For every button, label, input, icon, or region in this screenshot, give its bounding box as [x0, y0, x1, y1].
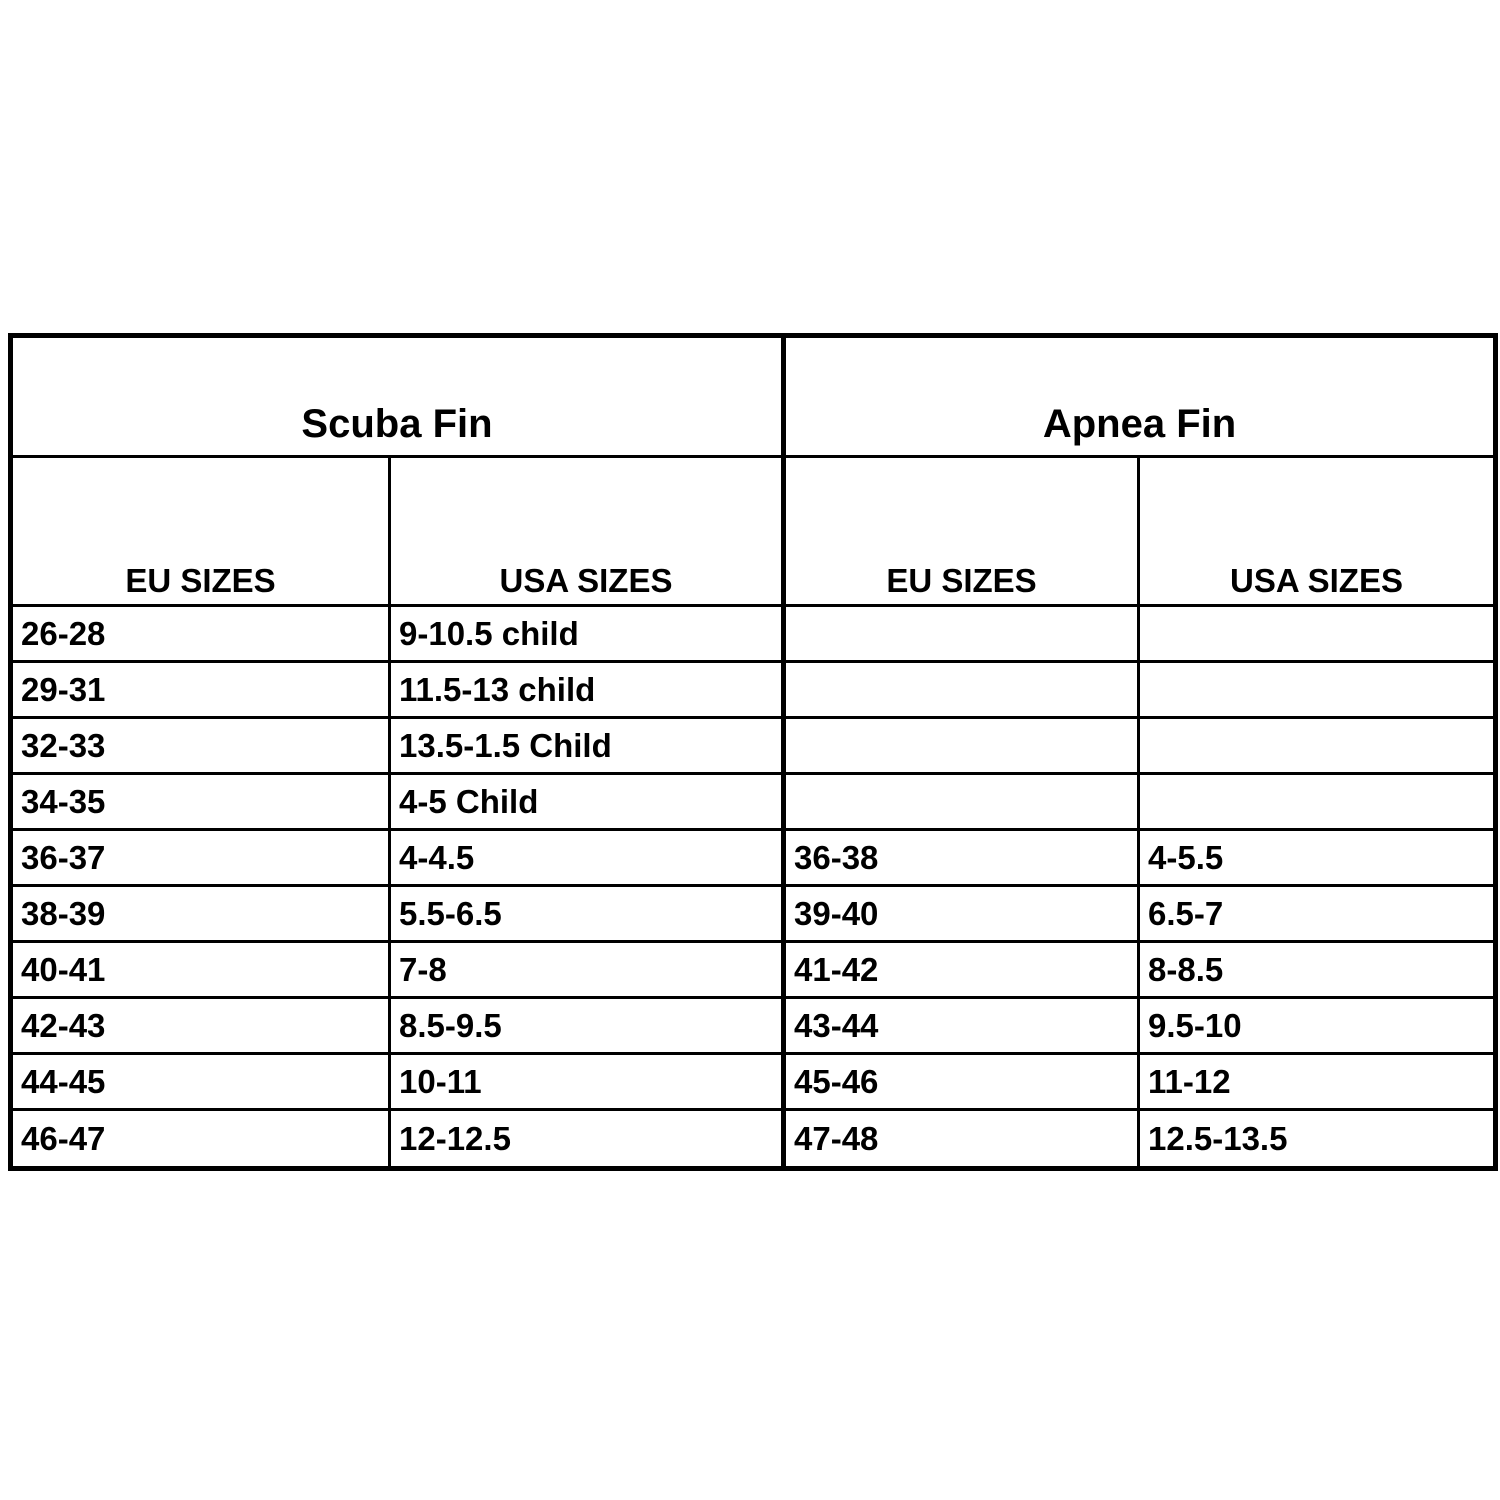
scuba-usa-size-cell: 13.5-1.5 Child	[399, 726, 612, 764]
scuba-size-row	[13, 775, 781, 831]
scuba-size-row	[13, 943, 781, 999]
apnea-header-row	[786, 458, 1493, 607]
apnea-usa-size-cell	[1140, 775, 1493, 828]
scuba-size-row	[13, 663, 781, 719]
apnea-eu-sizes-header: EU SIZES	[786, 458, 1140, 604]
scuba-usa-size-cell: 4-5 Child	[399, 782, 539, 820]
scuba-fin-section	[13, 338, 781, 1166]
apnea-size-row	[786, 887, 1493, 943]
apnea-eu-size-cell: 36-38	[786, 831, 1140, 884]
scuba-eu-size-cell: 42-43	[13, 999, 391, 1052]
apnea-size-row	[786, 719, 1493, 775]
scuba-size-row	[13, 719, 781, 775]
apnea-usa-size-cell: 12.5-13.5	[1148, 1120, 1288, 1157]
apnea-eu-size-cell: 45-46	[786, 1055, 1140, 1108]
apnea-usa-size-cell	[1140, 607, 1493, 660]
apnea-size-row	[786, 1111, 1493, 1167]
scuba-size-row	[13, 1055, 781, 1111]
scuba-usa-size-cell: 12-12.5	[399, 1120, 511, 1157]
scuba-eu-size-cell: 29-31	[13, 663, 391, 716]
scuba-usa-size-cell: 5.5-6.5	[399, 894, 502, 932]
apnea-usa-size-cell: 11-12	[1148, 1062, 1231, 1100]
apnea-usa-size-cell	[1140, 719, 1493, 772]
scuba-size-row	[13, 1111, 781, 1167]
scuba-eu-size-cell: 40-41	[13, 943, 391, 996]
apnea-usa-size-cell: 4-5.5	[1148, 838, 1224, 876]
scuba-size-row	[13, 999, 781, 1055]
apnea-eu-size-cell	[786, 607, 1140, 660]
apnea-size-row	[786, 663, 1493, 719]
apnea-size-row	[786, 831, 1493, 887]
scuba-eu-size-cell: 38-39	[13, 887, 391, 940]
apnea-size-row	[786, 999, 1493, 1055]
apnea-usa-sizes-header: USA SIZES	[1230, 562, 1403, 599]
scuba-eu-sizes-header: EU SIZES	[13, 458, 391, 604]
apnea-eu-size-cell	[786, 775, 1140, 828]
apnea-usa-size-cell: 8-8.5	[1148, 950, 1224, 988]
scuba-eu-size-cell: 46-47	[13, 1111, 391, 1167]
scuba-eu-size-cell: 36-37	[13, 831, 391, 884]
scuba-eu-size-cell: 26-28	[13, 607, 391, 660]
apnea-eu-size-cell: 43-44	[786, 999, 1140, 1052]
scuba-size-row	[13, 887, 781, 943]
apnea-eu-size-cell	[786, 719, 1140, 772]
apnea-size-row	[786, 1055, 1493, 1111]
apnea-usa-size-cell	[1140, 663, 1493, 716]
apnea-size-rows	[786, 607, 1493, 1166]
scuba-header-row	[13, 458, 781, 607]
scuba-usa-size-cell: 9-10.5 child	[399, 614, 579, 652]
scuba-size-row	[13, 831, 781, 887]
scuba-eu-size-cell: 32-33	[13, 719, 391, 772]
apnea-eu-size-cell: 41-42	[786, 943, 1140, 996]
apnea-fin-title: Apnea Fin	[786, 338, 1493, 458]
scuba-size-row	[13, 607, 781, 663]
scuba-eu-size-cell: 44-45	[13, 1055, 391, 1108]
scuba-usa-size-cell: 7-8	[399, 950, 447, 988]
scuba-usa-size-cell: 4-4.5	[399, 838, 475, 876]
apnea-eu-size-cell: 39-40	[786, 887, 1140, 940]
fin-size-chart	[8, 333, 1498, 1171]
apnea-size-row	[786, 607, 1493, 663]
apnea-usa-size-cell: 6.5-7	[1148, 894, 1224, 932]
apnea-fin-section	[786, 338, 1493, 1166]
scuba-usa-size-cell: 10-11	[399, 1062, 482, 1100]
apnea-size-row	[786, 943, 1493, 999]
scuba-usa-sizes-header: USA SIZES	[499, 562, 673, 599]
scuba-eu-size-cell: 34-35	[13, 775, 391, 828]
apnea-usa-size-cell: 9.5-10	[1148, 1006, 1242, 1044]
scuba-size-rows	[13, 607, 781, 1166]
scuba-usa-size-cell: 11.5-13 child	[399, 670, 596, 708]
apnea-eu-size-cell: 47-48	[786, 1111, 1140, 1167]
scuba-fin-title: Scuba Fin	[13, 338, 781, 458]
apnea-size-row	[786, 775, 1493, 831]
scuba-usa-size-cell: 8.5-9.5	[399, 1006, 502, 1044]
apnea-eu-size-cell	[786, 663, 1140, 716]
